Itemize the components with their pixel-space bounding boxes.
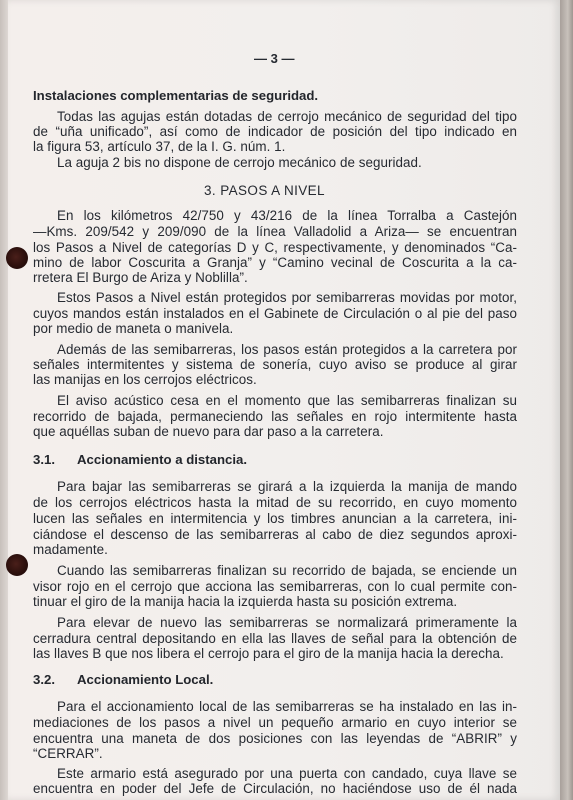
section-3-title: 3. PASOS A NIVEL <box>204 183 325 198</box>
section-3-2-number: 3.2. <box>33 672 55 687</box>
paragraph-10-line-2: mediaciones de los pasos a nivel un pequeño armario en cuyo interior se <box>33 715 517 730</box>
paragraph-4-line-3: por medio de maneta o manivela. <box>33 321 234 336</box>
paragraph-7-line-4: ciándose el descenso de las semibarreras al cabo de diez segundos aproxi- <box>33 527 517 542</box>
paragraph-1-line-3: la figura 53, artículo 37, de la I. G. núm. 1. <box>33 139 286 154</box>
paragraph-2: La aguja 2 bis no dispone de cerrojo mecánico de seguridad. <box>57 155 422 170</box>
paragraph-10-line-1: Para el accionamiento local de las semibarreras se ha instalado en las in- <box>57 699 517 714</box>
paragraph-5-line-1: Además de las semibarreras, los pasos están protegidos a la carretera por <box>57 342 517 357</box>
paragraph-3-line-1: En los kilómetros 42/750 y 43/216 de la línea Torralba a Castejón <box>57 208 517 223</box>
paragraph-3-line-4: mino de labor Coscurita a Granja” y “Camino vecinal de Coscurita a la ca- <box>33 255 517 270</box>
page-right-edge <box>560 0 573 800</box>
paragraph-3-line-3: los Pasos a Nivel de categorías D y C, respectivamente, y denominados “Ca- <box>33 240 517 255</box>
paragraph-7-line-5: madamente. <box>33 542 108 557</box>
paragraph-11-line-1: Este armario está asegurado por una puerta con candado, cuya llave se <box>57 766 517 781</box>
paragraph-7-line-2: de los cerrojos eléctricos hasta la mitad de su recorrido, en cuyo momento <box>33 495 517 510</box>
paragraph-7-line-1: Para bajar las semibarreras se girará a la izquierda la manija de mando <box>57 479 517 494</box>
section-3-2-title: Accionamiento Local. <box>77 672 214 687</box>
paragraph-4-line-1: Estos Pasos a Nivel están protegidos por semibarreras movidas por motor, <box>57 290 517 305</box>
paragraph-10-line-4: “CERRAR”. <box>33 746 103 761</box>
paragraph-9-line-3: las llaves B que nos libera el cerrojo para el giro de la manija hacia la derecha. <box>33 646 504 661</box>
paragraph-1-line-2: de “uña unificado”, así como de indicador de posición del tipo indicado en <box>33 124 517 139</box>
punch-hole-bottom <box>6 554 28 576</box>
paragraph-6-line-2: recorrido de bajada, permaneciendo las señales en rojo intermitente hasta <box>33 409 517 424</box>
section-3-1-number: 3.1. <box>33 452 55 467</box>
paragraph-6-line-3: que aquéllas suban de nuevo para dar paso a la carretera. <box>33 424 384 439</box>
paragraph-4-line-2: cuyos mandos están instalados en el Gabinete de Circulación o al pie del paso <box>33 306 517 321</box>
paragraph-8-line-3: tinuar el giro de la manija hacia la izquierda hasta su posición extrema. <box>33 594 458 609</box>
paragraph-1-line-1: Todas las agujas están dotadas de cerrojo mecánico de seguridad del tipo <box>57 109 517 124</box>
page-number: — 3 — <box>254 51 295 66</box>
paragraph-5-line-2: señales intermitentes y sistema de sonería, cuyo aviso se produce al girar <box>33 357 517 372</box>
paragraph-8-line-2: visor rojo en el cerrojo que acciona las semibarreras, con lo cual permite con- <box>33 579 517 594</box>
paragraph-11-line-2: encuentra en poder del Jefe de Circulación, no haciéndose uso de él nada <box>33 781 517 796</box>
paragraph-8-line-1: Cuando las semibarreras finalizan su recorrido de bajada, se enciende un <box>57 563 517 578</box>
punch-hole-top <box>6 247 28 269</box>
heading-instalaciones: Instalaciones complementarias de seguridad. <box>33 88 319 103</box>
page-left-edge <box>0 0 8 800</box>
paragraph-5-line-3: las manijas en los cerrojos eléctricos. <box>33 372 257 387</box>
section-3-1-title: Accionamiento a distancia. <box>77 452 248 467</box>
paragraph-10-line-3: encuentra una maneta de dos posiciones con las leyendas de “ABRIR” y <box>33 731 517 746</box>
paragraph-9-line-1: Para elevar de nuevo las semibarreras se normalizará primeramente la <box>57 615 517 630</box>
paragraph-7-line-3: lucen las señales en intermitencia y los timbres anuncian a la carretera, ini- <box>33 511 517 526</box>
paragraph-3-line-2: —Kms. 209/542 y 209/090 de la línea Valladolid a Ariza— se encuentran <box>33 224 517 239</box>
paragraph-6-line-1: El aviso acústico cesa en el momento que las semibarreras finalizan su <box>57 393 517 408</box>
paragraph-3-line-5: rretera El Burgo de Ariza y Noblilla”. <box>33 270 248 285</box>
paragraph-9-line-2: cerradura central depositando en ella las llaves de señal para la obtención de <box>33 631 517 646</box>
section-3-2-heading <box>33 672 213 687</box>
section-3-1-heading <box>33 452 247 467</box>
